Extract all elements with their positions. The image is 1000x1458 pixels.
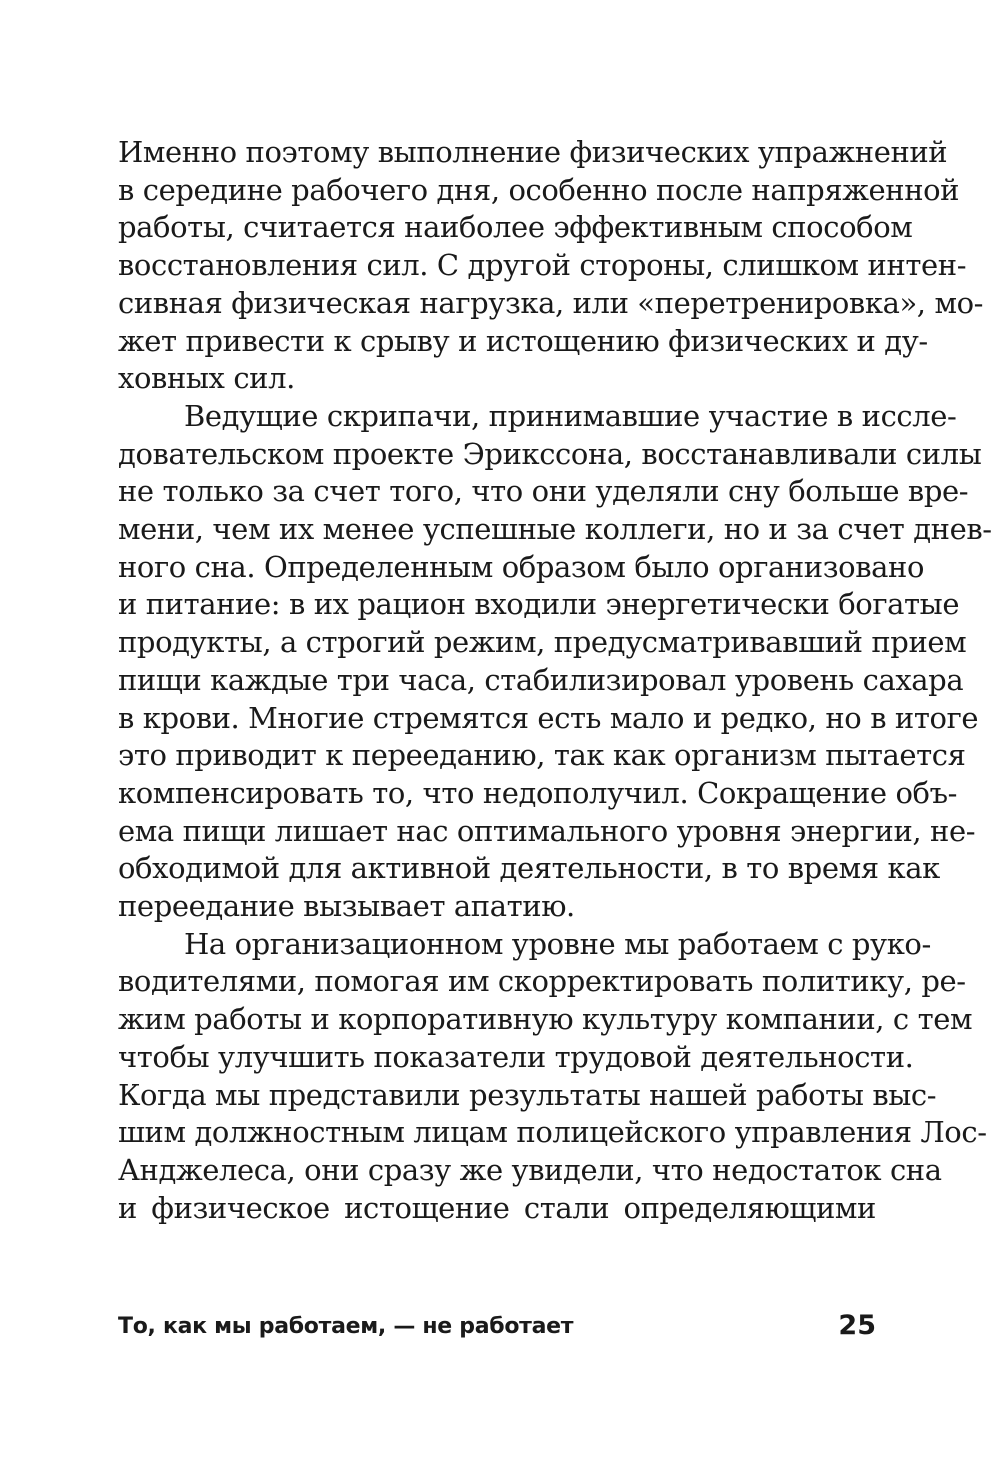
text-line: не только за счет того, что они уделяли сну больше вре-	[118, 474, 969, 509]
text-line: ема пищи лишает нас оптимального уровня энергии, не-	[118, 813, 976, 848]
page-footer	[118, 1310, 876, 1350]
text-line: ховных сил.	[118, 361, 295, 396]
paragraph-3	[118, 926, 987, 1228]
text-line: продукты, а строгий режим, предусматривавший прием	[118, 625, 967, 660]
text-line: Именно поэтому выполнение физических упражнений	[118, 135, 948, 169]
text-line: водителями, помогая им скорректировать политику, ре-	[118, 964, 966, 999]
text-line: Ведущие скрипачи, принимавшие участие в иссле-	[184, 398, 957, 433]
text-line: это приводит к перееданию, так как организм пытается	[118, 738, 966, 773]
text-line: сивная физическая нагрузка, или «перетренировка», мо-	[118, 285, 984, 320]
running-title: То, как мы работаем, — не работает	[118, 1314, 574, 1339]
text-line: ного сна. Определенным образом было организовано	[118, 549, 925, 584]
paragraph-1	[118, 134, 984, 398]
text-line: шим должностным лицам полицейского управления Лос-	[118, 1115, 987, 1150]
body-text	[118, 134, 992, 1227]
page-number: 25	[838, 1310, 876, 1341]
text-line: компенсировать то, что недополучил. Сокращение объ-	[118, 775, 958, 810]
text-line: в середине рабочего дня, особенно после напряженной	[118, 172, 960, 207]
text-line: в крови. Многие стремятся есть мало и редко, но в итоге	[118, 700, 979, 735]
text-line: обходимой для активной деятельности, в то время как	[118, 851, 940, 886]
text-line: Когда мы представили результаты нашей работы выс-	[118, 1077, 937, 1112]
text-line: жет привести к срыву и истощению физических и ду-	[118, 323, 928, 358]
text-line: чтобы улучшить показатели трудовой деятельности.	[118, 1039, 914, 1074]
text-line: мени, чем их менее успешные коллеги, но и за счет днев-	[118, 512, 992, 547]
text-line: восстановления сил. С другой стороны, слишком интен-	[118, 248, 967, 283]
text-line: и питание: в их рацион входили энергетически богатые	[118, 587, 960, 622]
text-line: и физическое истощение стали определяющими	[118, 1190, 876, 1225]
text-line: жим работы и корпоративную культуру компании, с тем	[118, 1002, 973, 1037]
text-line: На организационном уровне мы работаем с руко-	[184, 926, 931, 961]
paragraph-2	[118, 398, 992, 926]
text-line: пищи каждые три часа, стабилизировал уровень сахара	[118, 662, 964, 697]
text-line: Анджелеса, они сразу же увидели, что недостаток сна	[118, 1152, 942, 1187]
text-line: работы, считается наиболее эффективным способом	[118, 210, 913, 245]
text-line: переедание вызывает апатию.	[118, 889, 575, 924]
text-line: довательском проекте Эрикссона, восстанавливали силы	[118, 436, 982, 471]
